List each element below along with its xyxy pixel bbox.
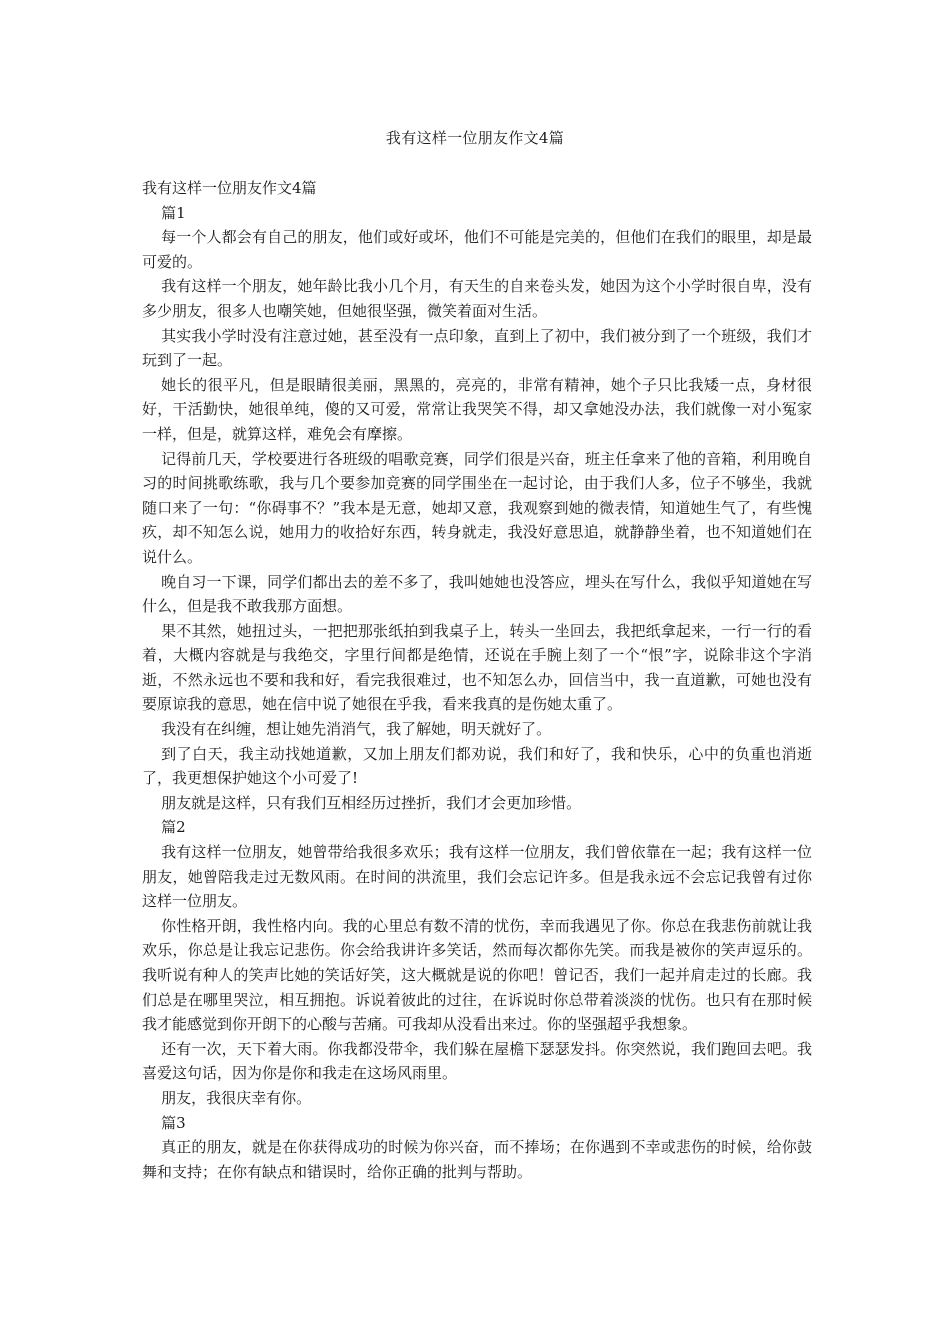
paragraph: 到了白天，我主动找她道歉，又加上朋友们都劝说，我们和好了，我和快乐，心中的负重也消逝了，我更想保护她这个小可爱了!: [142, 744, 812, 788]
document-title: 我有这样一位朋友作文4篇: [385, 129, 565, 147]
document-body: [142, 176, 812, 1184]
paragraph: 还有一次，天下着大雨。你我都没带伞，我们躲在屋檐下瑟瑟发抖。你突然说，我们跑回去吧。我喜爱这句话，因为你是你和我走在这场风雨里。: [142, 1039, 812, 1083]
paragraph: 我有这样一位朋友，她曾带给我很多欢乐；我有这样一位朋友，我们曾依靠在一起；我有这样一位朋友，她曾陪我走过无数风雨。在时间的洪流里，我们会忘记许多。但是我永远不会忘记我曾有过你这样一位朋友。: [142, 843, 812, 911]
paragraph: 朋友，我很庆幸有你。: [161, 1088, 312, 1107]
paragraph: 记得前几天，学校要进行各班级的唱歌竞赛，同学们很是兴奋，班主任拿来了他的音箱，利用晚自习的时间挑歌练歌，我与几个要参加竞赛的同学围坐在一起讨论，由于我们人多，位子不够坐，我就随口来了一句：“你碍事不？”我本是无意，她却又意，我观察到她的微表情，知道她生气了，有些愧疚，却不知怎么说，她用力的收拾好东西，转身就走，我没好意思追，就静静坐着，也不知道她们在说什么。: [142, 449, 812, 566]
paragraph: 朋友就是这样，只有我们互相经历过挫折，我们才会更加珍惜。: [161, 793, 582, 812]
section-label: 篇2: [161, 818, 186, 837]
paragraph: 每一个人都会有自己的朋友，他们或好或坏，他们不可能是完美的，但他们在我们的眼里，却是最可爱的。: [142, 228, 812, 271]
paragraph: 我有这样一个朋友，她年龄比我小几个月，有天生的自来卷头发，她因为这个小学时很自卑，没有多少朋友，很多人也嘲笑她，但她很坚强，微笑着面对生活。: [142, 277, 812, 320]
paragraph: 你性格开朗，我性格内向。我的心里总有数不清的忧伤，幸而我遇见了你。你总在我悲伤前就让我欢乐，你总是让我忘记悲伤。你会给我讲许多笑话，然而每次都你先笑。而我是被你的笑声逗乐的。我听说有种人的笑声比她的笑话好笑，这大概就是说的你吧！曾记否，我们一起并肩走过的长廊。我们总是在哪里哭泣，相互拥抱。诉说着彼此的过往，在诉说时你总带着淡淡的忧伤。也只有在那时候我才能感觉到你开朗下的心酸与苦痛。可我却从没看出来过。你的坚强超乎我想象。: [142, 916, 812, 1034]
paragraph: 其实我小学时没有注意过她，甚至没有一点印象，直到上了初中，我们被分到了一个班级，我们才玩到了一起。: [142, 326, 812, 370]
section-label: 篇3: [161, 1113, 186, 1132]
paragraph: 我没有在纠缠，想让她先消消气，我了解她，明天就好了。: [161, 720, 552, 739]
body-heading: 我有这样一位朋友作文4篇: [142, 179, 317, 197]
paragraph: 她长的很平凡，但是眼睛很美丽，黑黑的，亮亮的，非常有精神，她个子只比我矮一点，身材很好，干活勤快，她很单纯，傻的又可爱，常常让我哭笑不得，却又拿她没办法，我们就像一对小冤家一样，但是，就算这样，难免会有摩擦。: [142, 375, 812, 443]
paragraph: 晚自习一下课，同学们都出去的差不多了，我叫她她也没答应，埋头在写什么，我似乎知道她在写什么，但是我不敢我那方面想。: [142, 572, 812, 616]
paragraph: 真正的朋友，就是在你获得成功的时候为你兴奋，而不捧场；在你遇到不幸或悲伤的时候，给你鼓舞和支持；在你有缺点和错误时，给你正确的批判与帮助。: [142, 1138, 812, 1181]
paragraph: 果不其然，她扭过头，一把把那张纸拍到我桌子上，转头一坐回去，我把纸拿起来，一行一行的看着，大概内容就是与我绝交，字里行间都是绝情，还说在手腕上刻了一个“恨”字，说除非这个字消逝，不然永远也不要和我和好，看完我很难过，也不知怎么办，回信当中，我一直道歉，可她也没有要原谅我的意思，她在信中说了她很在乎我，看来我真的是伤她太重了。: [142, 621, 812, 714]
section-label: 篇1: [161, 203, 186, 222]
